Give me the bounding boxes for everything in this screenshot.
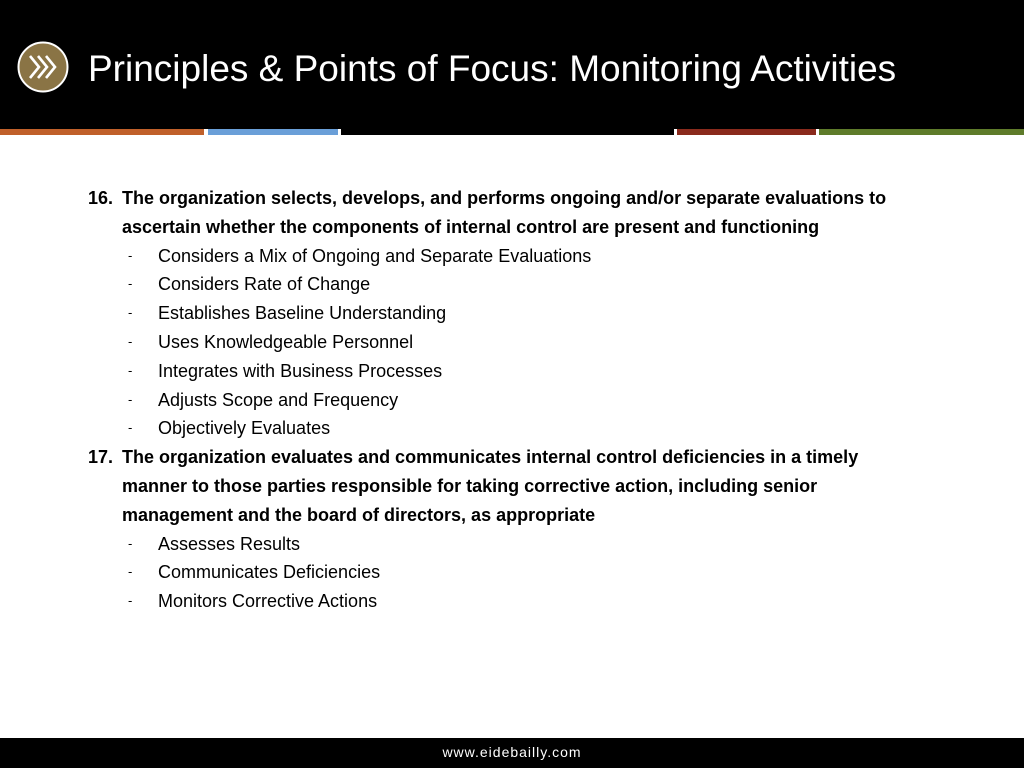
dash-bullet: - [128,535,133,551]
dash-bullet: - [128,564,133,580]
principle-number: 17. [88,447,114,468]
page-title: Principles & Points of Focus: Monitoring Activities [88,48,897,89]
dash-bullet: - [128,420,133,436]
point-of-focus [88,530,908,559]
point-of-focus [88,558,908,587]
header-bar [0,0,1024,129]
triple-chevron-right-icon [17,41,69,93]
content-body [88,184,908,616]
point-of-focus [88,328,908,357]
dash-bullet: - [128,362,133,378]
accent-bar-blue [208,129,338,135]
dash-bullet: - [128,305,133,321]
point-text: Establishes Baseline Understanding [158,303,447,324]
principle-16 [88,184,908,242]
point-of-focus [88,242,908,271]
accent-bar-orange [0,129,204,135]
point-of-focus [88,270,908,299]
dash-bullet: - [128,247,133,263]
dash-bullet: - [128,391,133,407]
point-of-focus [88,357,908,386]
point-text: Adjusts Scope and Frequency [158,389,399,410]
point-of-focus [88,414,908,443]
point-text: Objectively Evaluates [158,418,331,439]
point-of-focus [88,587,908,616]
accent-bar-green [819,129,1024,135]
point-text: Considers a Mix of Ongoing and Separate Evaluations [158,245,592,266]
point-of-focus [88,386,908,415]
dash-bullet: - [128,276,133,292]
point-text: Monitors Corrective Actions [158,591,378,612]
accent-bar-black [341,129,674,135]
footer-url: www.eidebailly.com [442,744,582,760]
point-text: Communicates Deficiencies [158,562,381,583]
principle-17 [88,443,908,529]
principle-number: 16. [88,188,114,208]
footer-bar [0,738,1024,768]
principle-text: The organization evaluates and communicates internal control deficiencies in a timely manner to those parties responsible for taking corrective action, including senior management and the board of directors, as appropriate [122,447,859,525]
point-text: Assesses Results [158,533,301,554]
principle-text: The organization selects, develops, and performs ongoing and/or separate evaluations to ascertain whether the components of internal control are present and functioning [122,188,887,237]
point-text: Uses Knowledgeable Personnel [158,331,414,352]
accent-bar-red [677,129,816,135]
point-text: Considers Rate of Change [158,274,371,295]
dash-bullet: - [128,333,133,349]
dash-bullet: - [128,593,133,609]
point-text: Integrates with Business Processes [158,360,443,381]
point-of-focus [88,299,908,328]
